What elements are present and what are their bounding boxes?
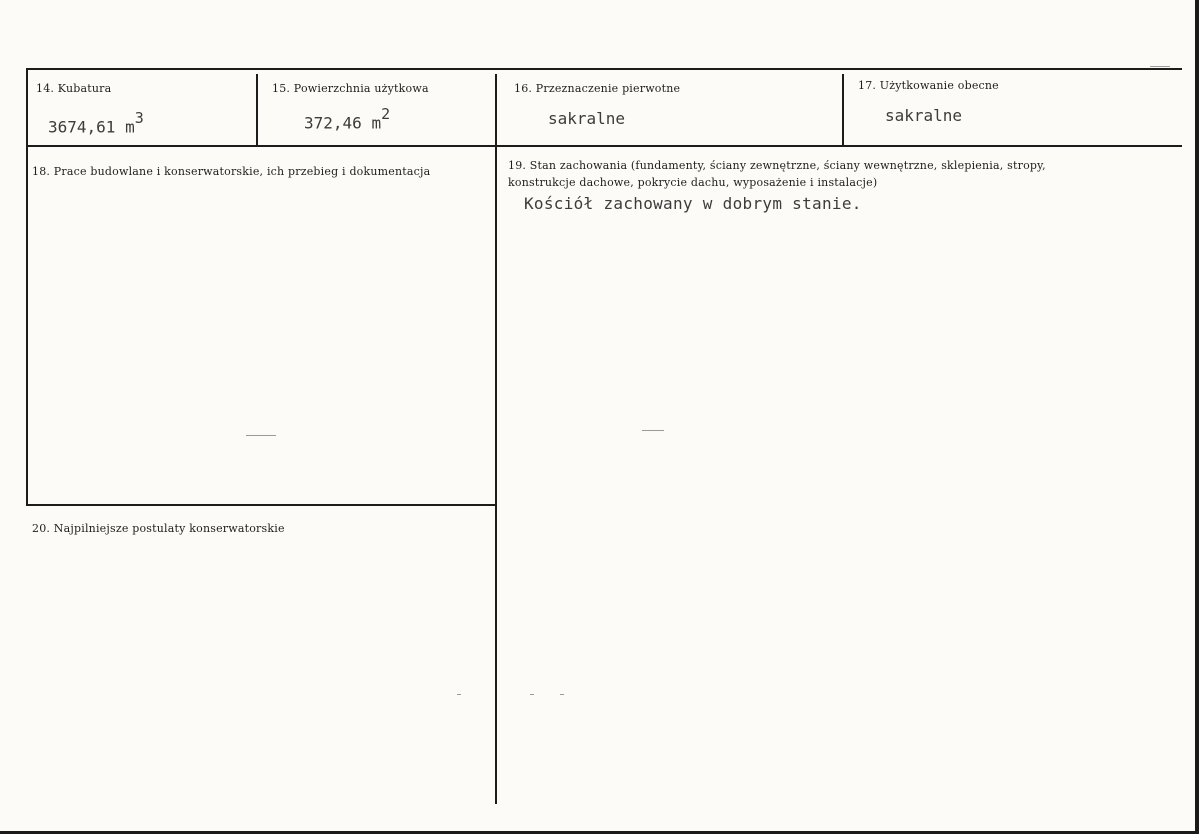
field-15-value [304, 105, 391, 133]
field-19-value: Kościół zachowany w dobrym stanie. [524, 194, 862, 213]
powierzchnia-number: 372,46 [304, 113, 362, 133]
col-divider-2 [495, 74, 497, 804]
left-rule [26, 68, 28, 505]
top-rule [26, 68, 1182, 70]
kubatura-exponent: 3 [134, 109, 144, 127]
field-17-value: sakralne [885, 106, 963, 125]
col-divider-3 [842, 74, 844, 146]
field-17-label: 17. Użytkowanie obecne [858, 79, 999, 92]
scan-speck [530, 694, 534, 695]
field-18-label: 18. Prace budowlane i konserwatorskie, ich przebieg i dokumentacja [32, 165, 431, 178]
scan-edge-right [1195, 0, 1199, 834]
scan-speck [560, 694, 564, 695]
field-14-value [48, 109, 144, 137]
scan-speck [246, 435, 276, 436]
field-14-label: 14. Kubatura [36, 82, 112, 95]
row-divider [26, 145, 1182, 147]
field-16-value: sakralne [548, 109, 626, 128]
powierzchnia-exponent: 2 [381, 105, 391, 123]
col-divider-1 [256, 74, 258, 146]
kubatura-number: 3674,61 [48, 117, 116, 137]
powierzchnia-unit: m [371, 113, 382, 133]
field-20-label: 20. Najpilniejsze postulaty konserwatorskie [32, 522, 285, 535]
section-divider [26, 504, 496, 506]
kubatura-unit: m [125, 117, 135, 137]
field-15-label: 15. Powierzchnia użytkowa [272, 82, 429, 95]
scan-speck [1150, 66, 1170, 67]
field-16-label: 16. Przeznaczenie pierwotne [514, 82, 681, 95]
scan-speck [642, 430, 664, 431]
scan-speck [457, 694, 461, 695]
field-19-label: 19. Stan zachowania (fundamenty, ściany zewnętrzne, ściany wewnętrzne, sklepienia, stropy, konstrukcje dachowe, pokrycie dachu, wyposażenie i instalacje) [508, 159, 1046, 189]
